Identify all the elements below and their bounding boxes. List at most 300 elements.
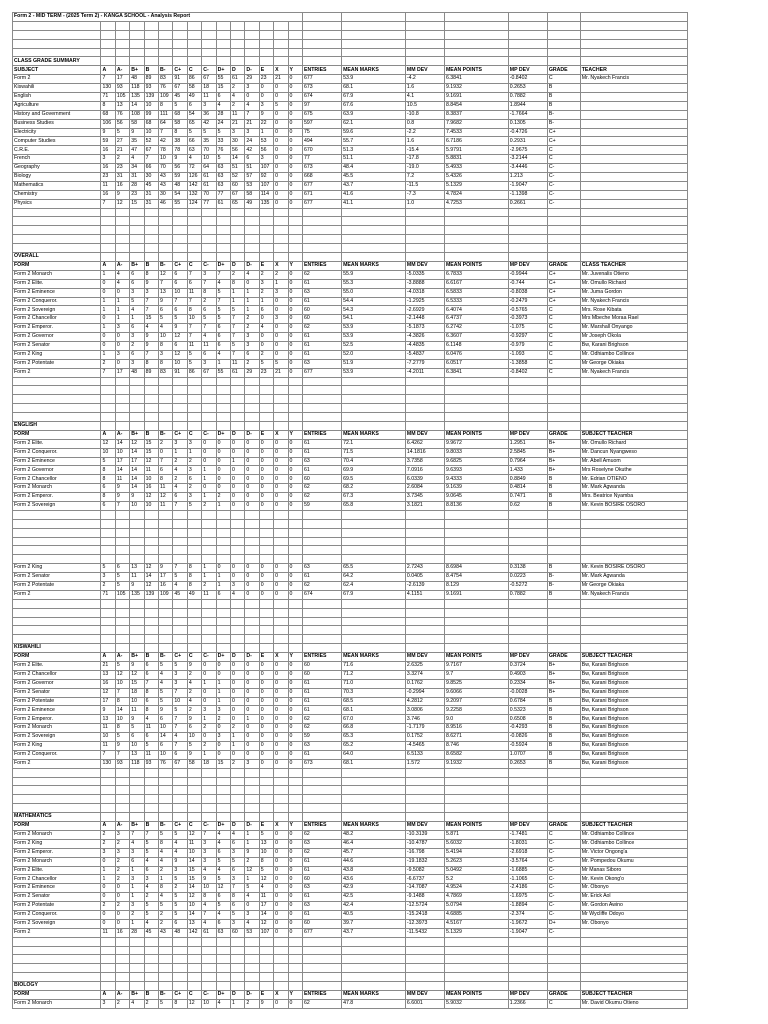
data-cell: 5 bbox=[216, 306, 230, 315]
data-cell: 5 bbox=[144, 839, 158, 848]
data-cell: -4.4835 bbox=[405, 341, 444, 350]
data-cell: Mr. Kevin Okong'o bbox=[580, 875, 687, 884]
data-cell: 1 bbox=[259, 297, 273, 306]
empty-cell bbox=[303, 208, 342, 217]
data-cell: 1 bbox=[216, 573, 230, 582]
data-cell: 0 bbox=[288, 884, 302, 893]
empty-cell bbox=[342, 244, 406, 253]
data-cell: 2 bbox=[202, 297, 216, 306]
stat-header: MP DEV bbox=[508, 66, 547, 75]
empty-cell bbox=[202, 519, 216, 528]
data-cell: 6 bbox=[202, 306, 216, 315]
data-cell: 135 bbox=[259, 199, 273, 208]
empty-cell bbox=[342, 599, 406, 608]
empty-cell bbox=[342, 555, 406, 564]
empty-cell bbox=[245, 528, 259, 537]
data-cell: 0 bbox=[274, 830, 288, 839]
data-cell bbox=[580, 84, 687, 93]
empty-cell bbox=[101, 813, 115, 822]
data-cell: 0 bbox=[115, 919, 129, 928]
header-first-col: SUBJECT bbox=[13, 66, 101, 75]
data-cell: 8 bbox=[101, 493, 115, 502]
data-cell: 8 bbox=[144, 706, 158, 715]
empty-cell bbox=[173, 955, 187, 964]
empty-cell bbox=[159, 57, 173, 66]
data-cell: 11 bbox=[187, 288, 201, 297]
data-cell: C- bbox=[547, 164, 580, 173]
empty-cell bbox=[547, 519, 580, 528]
data-cell: 7.2 bbox=[405, 173, 444, 182]
data-cell: 9 bbox=[144, 333, 158, 342]
data-cell: -1.8894 bbox=[508, 902, 547, 911]
data-cell: 0 bbox=[245, 279, 259, 288]
empty-cell bbox=[202, 21, 216, 30]
grade-header: C+ bbox=[173, 990, 187, 999]
table-row bbox=[13, 333, 688, 342]
grade-header: B bbox=[144, 822, 158, 831]
data-cell: C+ bbox=[547, 288, 580, 297]
empty-cell bbox=[173, 973, 187, 982]
data-cell: 70 bbox=[202, 146, 216, 155]
data-cell: 6 bbox=[216, 93, 230, 102]
table-row bbox=[13, 679, 688, 688]
data-cell: 43.7 bbox=[342, 928, 406, 937]
empty-cell bbox=[288, 244, 302, 253]
stat-header: MM DEV bbox=[405, 430, 444, 439]
blank-row bbox=[13, 30, 688, 39]
data-cell: 5 bbox=[216, 902, 230, 911]
grade-header: D+ bbox=[216, 430, 230, 439]
data-cell: 2 bbox=[202, 742, 216, 751]
empty-cell bbox=[547, 982, 580, 991]
empty-cell bbox=[216, 48, 230, 57]
empty-cell bbox=[444, 519, 508, 528]
empty-cell bbox=[405, 804, 444, 813]
stat-header: MEAN POINTS bbox=[444, 261, 508, 270]
data-cell: 4 bbox=[130, 999, 144, 1008]
data-cell: 0 bbox=[288, 315, 302, 324]
empty-cell bbox=[144, 964, 158, 973]
empty-cell bbox=[342, 964, 406, 973]
empty-cell bbox=[144, 30, 158, 39]
data-cell: 132 bbox=[187, 190, 201, 199]
empty-cell bbox=[547, 555, 580, 564]
data-cell: 5 bbox=[259, 830, 273, 839]
table-row bbox=[13, 75, 688, 84]
data-cell: 6 bbox=[159, 466, 173, 475]
data-cell: 9 bbox=[115, 742, 129, 751]
empty-cell bbox=[303, 804, 342, 813]
data-cell: 14 bbox=[230, 155, 244, 164]
empty-cell bbox=[547, 795, 580, 804]
data-cell: 9.0645 bbox=[444, 493, 508, 502]
data-cell: 0 bbox=[202, 670, 216, 679]
data-cell: 0 bbox=[288, 110, 302, 119]
table-row bbox=[13, 439, 688, 448]
data-cell: 0 bbox=[216, 564, 230, 573]
empty-cell bbox=[216, 404, 230, 413]
data-cell: 0 bbox=[230, 706, 244, 715]
empty-cell bbox=[13, 519, 101, 528]
empty-cell bbox=[580, 395, 687, 404]
data-cell: 0 bbox=[274, 475, 288, 484]
data-cell: 0.3724 bbox=[508, 662, 547, 671]
blank-row bbox=[13, 244, 688, 253]
grade-header: C bbox=[187, 990, 201, 999]
empty-cell bbox=[580, 946, 687, 955]
empty-cell bbox=[405, 946, 444, 955]
data-cell: 12 bbox=[130, 439, 144, 448]
grade-header: C bbox=[187, 430, 201, 439]
section-title-row bbox=[13, 57, 688, 66]
data-cell: 9 bbox=[159, 706, 173, 715]
data-cell: 7 bbox=[115, 688, 129, 697]
data-cell: Bw, Karani Brighson bbox=[580, 733, 687, 742]
data-cell: 11 bbox=[130, 573, 144, 582]
empty-cell bbox=[580, 617, 687, 626]
empty-cell bbox=[144, 226, 158, 235]
empty-cell bbox=[274, 555, 288, 564]
empty-cell bbox=[115, 404, 129, 413]
empty-cell bbox=[13, 955, 101, 964]
row-label: Form 2 Monarch bbox=[13, 830, 101, 839]
empty-cell bbox=[580, 635, 687, 644]
data-cell: 5 bbox=[187, 350, 201, 359]
data-cell: 27 bbox=[115, 137, 129, 146]
data-cell: 9 bbox=[259, 110, 273, 119]
data-cell: 12 bbox=[101, 439, 115, 448]
data-cell: 93 bbox=[144, 84, 158, 93]
data-cell: C- bbox=[547, 190, 580, 199]
empty-cell bbox=[115, 510, 129, 519]
grade-header: B- bbox=[159, 822, 173, 831]
empty-cell bbox=[259, 644, 273, 653]
empty-cell bbox=[101, 546, 115, 555]
empty-cell bbox=[288, 804, 302, 813]
data-cell: 9 bbox=[259, 999, 273, 1008]
data-cell: 0 bbox=[274, 439, 288, 448]
empty-cell bbox=[547, 30, 580, 39]
data-cell: Mr George Okiaka bbox=[580, 359, 687, 368]
grade-header: B bbox=[144, 990, 158, 999]
data-cell: 0 bbox=[288, 839, 302, 848]
blank-row bbox=[13, 786, 688, 795]
data-cell: 12 bbox=[187, 893, 201, 902]
empty-cell bbox=[444, 546, 508, 555]
empty-cell bbox=[101, 519, 115, 528]
empty-cell bbox=[187, 626, 201, 635]
empty-cell bbox=[130, 244, 144, 253]
empty-cell bbox=[173, 377, 187, 386]
empty-cell bbox=[274, 937, 288, 946]
data-cell: 0 bbox=[245, 564, 259, 573]
row-label: Form 2 Emperor. bbox=[13, 848, 101, 857]
empty-cell bbox=[130, 795, 144, 804]
data-cell: 4 bbox=[216, 866, 230, 875]
empty-cell bbox=[405, 964, 444, 973]
grade-header: X bbox=[274, 430, 288, 439]
data-cell: 7 bbox=[115, 750, 129, 759]
data-cell: 6.4262 bbox=[405, 439, 444, 448]
data-cell: 4 bbox=[216, 350, 230, 359]
table-row bbox=[13, 155, 688, 164]
data-cell: 4 bbox=[245, 101, 259, 110]
data-cell: 9 bbox=[101, 706, 115, 715]
data-cell: 0 bbox=[230, 439, 244, 448]
data-cell: 1 bbox=[115, 306, 129, 315]
data-cell: 3 bbox=[230, 919, 244, 928]
section-title: MATHEMATICS bbox=[13, 813, 101, 822]
data-cell: 0 bbox=[288, 101, 302, 110]
section-header-row bbox=[13, 261, 688, 270]
empty-cell bbox=[259, 937, 273, 946]
data-cell: 8 bbox=[144, 688, 158, 697]
data-cell: 3 bbox=[274, 315, 288, 324]
empty-cell bbox=[173, 404, 187, 413]
grade-header: B- bbox=[159, 261, 173, 270]
empty-cell bbox=[216, 57, 230, 66]
empty-cell bbox=[202, 635, 216, 644]
empty-cell bbox=[159, 244, 173, 253]
data-cell: 11 bbox=[230, 359, 244, 368]
empty-cell bbox=[288, 795, 302, 804]
data-cell: 0 bbox=[245, 697, 259, 706]
data-cell: Mr Wycliffe Odoyo bbox=[580, 910, 687, 919]
empty-cell bbox=[303, 964, 342, 973]
empty-cell bbox=[216, 510, 230, 519]
data-cell: 7 bbox=[159, 279, 173, 288]
data-cell: 0 bbox=[274, 697, 288, 706]
data-cell: 4 bbox=[173, 733, 187, 742]
grade-header: C- bbox=[202, 822, 216, 831]
data-cell: 0 bbox=[274, 706, 288, 715]
stat-header: MEAN POINTS bbox=[444, 66, 508, 75]
data-cell: 3.7358 bbox=[405, 457, 444, 466]
empty-cell bbox=[508, 786, 547, 795]
data-cell: 15 bbox=[144, 448, 158, 457]
empty-cell bbox=[259, 217, 273, 226]
header-last-col: SUBJECT TEACHER bbox=[580, 653, 687, 662]
row-label: Form 2 Senator bbox=[13, 893, 101, 902]
data-cell: B+ bbox=[547, 448, 580, 457]
data-cell: 2 bbox=[216, 493, 230, 502]
data-cell: 13 bbox=[187, 919, 201, 928]
data-cell: 12 bbox=[173, 333, 187, 342]
empty-cell bbox=[187, 608, 201, 617]
stat-header: MM DEV bbox=[405, 990, 444, 999]
table-row bbox=[13, 297, 688, 306]
empty-cell bbox=[405, 955, 444, 964]
section-title-row bbox=[13, 813, 688, 822]
data-cell: 0 bbox=[101, 919, 115, 928]
data-cell: 14 bbox=[187, 857, 201, 866]
data-cell: 3 bbox=[202, 359, 216, 368]
empty-cell bbox=[173, 528, 187, 537]
data-cell: 41.6 bbox=[342, 190, 406, 199]
empty-cell bbox=[115, 813, 129, 822]
data-cell: 5 bbox=[115, 733, 129, 742]
data-cell: 12 bbox=[173, 350, 187, 359]
data-cell: 22 bbox=[259, 119, 273, 128]
empty-cell bbox=[274, 973, 288, 982]
data-cell: 16 bbox=[159, 582, 173, 591]
empty-cell bbox=[173, 608, 187, 617]
empty-cell bbox=[202, 48, 216, 57]
table-row bbox=[13, 893, 688, 902]
data-cell: -0.2994 bbox=[405, 688, 444, 697]
data-cell: 8 bbox=[144, 270, 158, 279]
empty-cell bbox=[101, 510, 115, 519]
empty-cell bbox=[216, 626, 230, 635]
empty-cell bbox=[245, 635, 259, 644]
data-cell: 0 bbox=[259, 590, 273, 599]
data-cell: B bbox=[547, 493, 580, 502]
stat-header: ENTRIES bbox=[303, 653, 342, 662]
data-cell: 42 bbox=[245, 146, 259, 155]
data-cell: 52.5 bbox=[342, 341, 406, 350]
data-cell: 15 bbox=[130, 199, 144, 208]
data-cell: 7 bbox=[173, 564, 187, 573]
empty-cell bbox=[342, 617, 406, 626]
empty-cell bbox=[444, 244, 508, 253]
empty-cell bbox=[508, 955, 547, 964]
data-cell: 14 bbox=[115, 706, 129, 715]
empty-cell bbox=[216, 253, 230, 262]
empty-cell bbox=[274, 626, 288, 635]
empty-cell bbox=[405, 30, 444, 39]
data-cell: 9 bbox=[115, 484, 129, 493]
empty-cell bbox=[130, 982, 144, 991]
grade-header: A- bbox=[115, 822, 129, 831]
data-cell: 9 bbox=[187, 715, 201, 724]
empty-cell bbox=[144, 813, 158, 822]
empty-cell bbox=[303, 955, 342, 964]
empty-cell bbox=[303, 235, 342, 244]
data-cell: -17.8 bbox=[405, 155, 444, 164]
empty-cell bbox=[274, 955, 288, 964]
empty-cell bbox=[580, 226, 687, 235]
data-cell: 61 bbox=[303, 910, 342, 919]
empty-cell bbox=[342, 39, 406, 48]
data-cell: B bbox=[547, 706, 580, 715]
empty-cell bbox=[101, 244, 115, 253]
data-cell: 0 bbox=[288, 759, 302, 768]
data-cell: C- bbox=[547, 866, 580, 875]
data-cell: 60 bbox=[303, 875, 342, 884]
empty-cell bbox=[13, 21, 101, 30]
data-cell: 0 bbox=[230, 564, 244, 573]
data-cell: 0 bbox=[274, 750, 288, 759]
empty-cell bbox=[159, 777, 173, 786]
empty-cell bbox=[159, 386, 173, 395]
empty-cell bbox=[159, 955, 173, 964]
data-cell: 61 bbox=[303, 697, 342, 706]
data-cell: 2 bbox=[159, 866, 173, 875]
data-cell: 54.1 bbox=[342, 315, 406, 324]
data-cell: 1 bbox=[245, 306, 259, 315]
data-cell: 130 bbox=[101, 84, 115, 93]
data-cell: 8 bbox=[159, 475, 173, 484]
data-cell: 13 bbox=[130, 750, 144, 759]
data-cell: 49 bbox=[187, 590, 201, 599]
data-cell: 5.1329 bbox=[444, 928, 508, 937]
empty-cell bbox=[115, 226, 129, 235]
empty-cell bbox=[303, 546, 342, 555]
empty-cell bbox=[405, 13, 444, 22]
empty-cell bbox=[288, 946, 302, 955]
data-cell: 1 bbox=[101, 306, 115, 315]
data-cell: 0 bbox=[259, 697, 273, 706]
data-cell bbox=[580, 119, 687, 128]
data-cell: 63 bbox=[303, 359, 342, 368]
data-cell: C- bbox=[547, 893, 580, 902]
data-cell: 6 bbox=[159, 742, 173, 751]
empty-cell bbox=[187, 946, 201, 955]
grade-header: E bbox=[259, 990, 273, 999]
data-cell: 7 bbox=[216, 270, 230, 279]
empty-cell bbox=[202, 768, 216, 777]
header-first-col: FORM bbox=[13, 990, 101, 999]
empty-cell bbox=[173, 57, 187, 66]
data-cell: 4 bbox=[216, 999, 230, 1008]
data-cell: 0.1752 bbox=[405, 733, 444, 742]
empty-cell bbox=[159, 235, 173, 244]
row-label: Form 2 Sovereign bbox=[13, 733, 101, 742]
data-cell: 671 bbox=[303, 190, 342, 199]
table-row bbox=[13, 706, 688, 715]
empty-cell bbox=[444, 946, 508, 955]
empty-cell bbox=[144, 626, 158, 635]
empty-cell bbox=[508, 546, 547, 555]
data-cell: 3 bbox=[202, 857, 216, 866]
data-cell: 1 bbox=[101, 297, 115, 306]
data-cell: 18 bbox=[202, 759, 216, 768]
empty-cell bbox=[144, 982, 158, 991]
data-cell: 0 bbox=[274, 902, 288, 911]
data-cell: 7 bbox=[101, 368, 115, 377]
data-cell: 5.8831 bbox=[444, 155, 508, 164]
grade-header: B- bbox=[159, 430, 173, 439]
empty-cell bbox=[130, 57, 144, 66]
empty-cell bbox=[508, 644, 547, 653]
table-row bbox=[13, 101, 688, 110]
data-cell: 7 bbox=[173, 297, 187, 306]
empty-cell bbox=[216, 528, 230, 537]
data-cell: 61 bbox=[303, 448, 342, 457]
data-cell: 0 bbox=[274, 884, 288, 893]
data-cell: 675 bbox=[303, 110, 342, 119]
empty-cell bbox=[187, 208, 201, 217]
data-cell: 68.1 bbox=[342, 84, 406, 93]
row-label: Form 2 Monarch bbox=[13, 857, 101, 866]
data-cell: 10 bbox=[202, 999, 216, 1008]
data-cell: 63 bbox=[303, 457, 342, 466]
empty-cell bbox=[288, 528, 302, 537]
header-last-col: SUBJECT TEACHER bbox=[580, 822, 687, 831]
data-cell: 0 bbox=[259, 759, 273, 768]
data-cell: -11.5432 bbox=[405, 928, 444, 937]
empty-cell bbox=[173, 30, 187, 39]
data-cell: 68 bbox=[144, 119, 158, 128]
empty-cell bbox=[547, 253, 580, 262]
data-cell: 0 bbox=[245, 742, 259, 751]
data-cell: 6 bbox=[216, 919, 230, 928]
data-cell: 1 bbox=[216, 697, 230, 706]
data-cell: 8 bbox=[115, 697, 129, 706]
data-cell: B bbox=[547, 84, 580, 93]
data-cell: 0 bbox=[274, 110, 288, 119]
data-cell: 0 bbox=[230, 697, 244, 706]
